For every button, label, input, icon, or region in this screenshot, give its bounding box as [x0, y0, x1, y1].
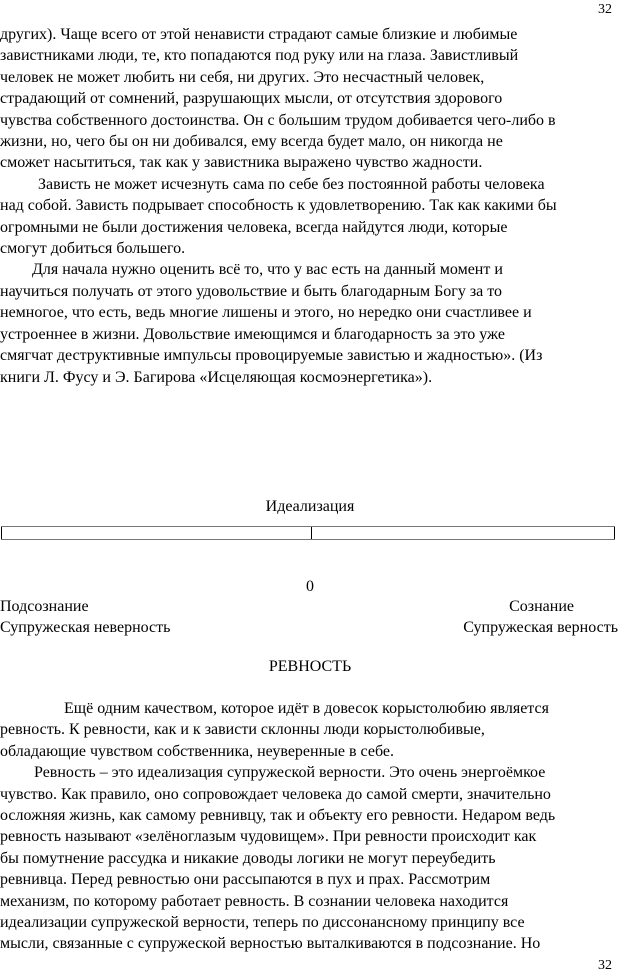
text-line: мысли, связанные с супружеской верностью выталкиваются в подсознание. Но	[0, 935, 541, 953]
text-line: научиться получать от этого удовольствие и быть благодарным Богу за то	[0, 282, 503, 300]
text-line: жизни, но, чего бы он ни добивался, ему всегда будет мало, он никогда не	[0, 133, 503, 151]
text-line: других). Чаще всего от этой ненависти страдают самые близкие и любимые	[0, 26, 518, 43]
text-line: осложняя жизнь, как самому ревнивцу, так и объекту его ревности. Недаром ведь	[0, 807, 556, 825]
paragraph	[0, 698, 600, 762]
text-line: завистниками люди, те, кто попадаются под руку или на глаза. Завистливый	[0, 47, 519, 65]
section-title: РЕВНОСТЬ	[268, 658, 352, 675]
text-line: огромными не были достижения человека, всегда найдутся люди, которые	[0, 218, 508, 236]
diagram-top-label: Идеализация	[265, 498, 355, 515]
text-line: бы помутнение рассудка и никакие доводы логики не могут переубедить	[0, 849, 496, 867]
text-line: книги Л. Фусу и Э. Багирова «Исцеляющая космоэнергетика»).	[0, 368, 433, 386]
text-line: смягчат деструктивные импульсы провоцируемые завистью и жадностью». (Из	[0, 347, 543, 365]
paragraph	[0, 762, 600, 955]
scale-tick-center	[311, 527, 312, 539]
text-line: Для начала нужно оценить всё то, что у вас есть на данный момент и	[32, 261, 503, 279]
text-line: немногое, что есть, ведь многие лишены и этого, но нередко они счастливее и	[0, 304, 532, 322]
text-line: страдающий от сомнений, разрушающих мысли, от отсутствия здорового	[0, 90, 503, 108]
text-line: идеализации супружеской верности, теперь по диссонансному принципу все	[0, 914, 525, 932]
text-line: ревность называют «зелёноглазым чудовищем». При ревности происходит как	[0, 828, 537, 846]
label-conscious: Сознание	[509, 598, 574, 615]
page-number-bottom: 32	[598, 958, 612, 973]
text-block-top	[0, 24, 600, 388]
label-fidelity: Супружеская верность	[463, 619, 618, 636]
text-line: Ещё одним качеством, которое идёт в довесок корыстолюбию является	[64, 700, 549, 717]
text-line: Ревность – это идеализация супружеской верности. Это очень энергоёмкое	[34, 764, 546, 782]
text-line: человек не может любить ни себя, ни других. Это несчастный человек,	[0, 68, 485, 86]
label-infidelity: Супружеская неверность	[0, 619, 171, 636]
text-line: механизм, по которому работает ревность. В сознании человека находится	[0, 892, 509, 910]
text-line: устроеннее в жизни. Довольствие имеющимся и благодарность за это уже	[0, 325, 505, 343]
page-number-top: 32	[598, 2, 612, 17]
scale-tick-left	[1, 527, 2, 539]
text-line: обладающие чувством собственника, неуверенные в себе.	[0, 742, 394, 760]
scale-bar	[1, 526, 615, 540]
text-line: над собой. Зависть подрывает способность к удовлетворению. Так как какими бы	[0, 197, 557, 215]
paragraph	[0, 174, 600, 260]
text-line: ревнивца. Перед ревностью они рассыпаются в пух и прах. Рассмотрим	[0, 871, 491, 889]
text-line: сможет насытиться, так как у завистника выражено чувство жадности.	[0, 154, 483, 172]
label-subconscious: Подсознание	[0, 598, 89, 615]
text-line: чувство. Как правило, оно сопровождает человека до самой смерти, значительно	[0, 785, 551, 803]
text-line: смогут добиться большего.	[0, 240, 186, 258]
text-block-bottom	[0, 698, 600, 955]
paragraph	[0, 259, 600, 387]
text-line: ревность. К ревности, как и к зависти склонны люди корыстолюбивые,	[0, 721, 485, 739]
scale-tick-right	[614, 527, 615, 539]
diagram-zero-label: 0	[306, 578, 314, 595]
paragraph	[0, 24, 600, 174]
text-line: Зависть не может исчезнуть сама по себе без постоянной работы человека	[38, 175, 545, 193]
text-line: чувства собственного достоинства. Он с большим трудом добивается чего-либо в	[0, 111, 556, 129]
